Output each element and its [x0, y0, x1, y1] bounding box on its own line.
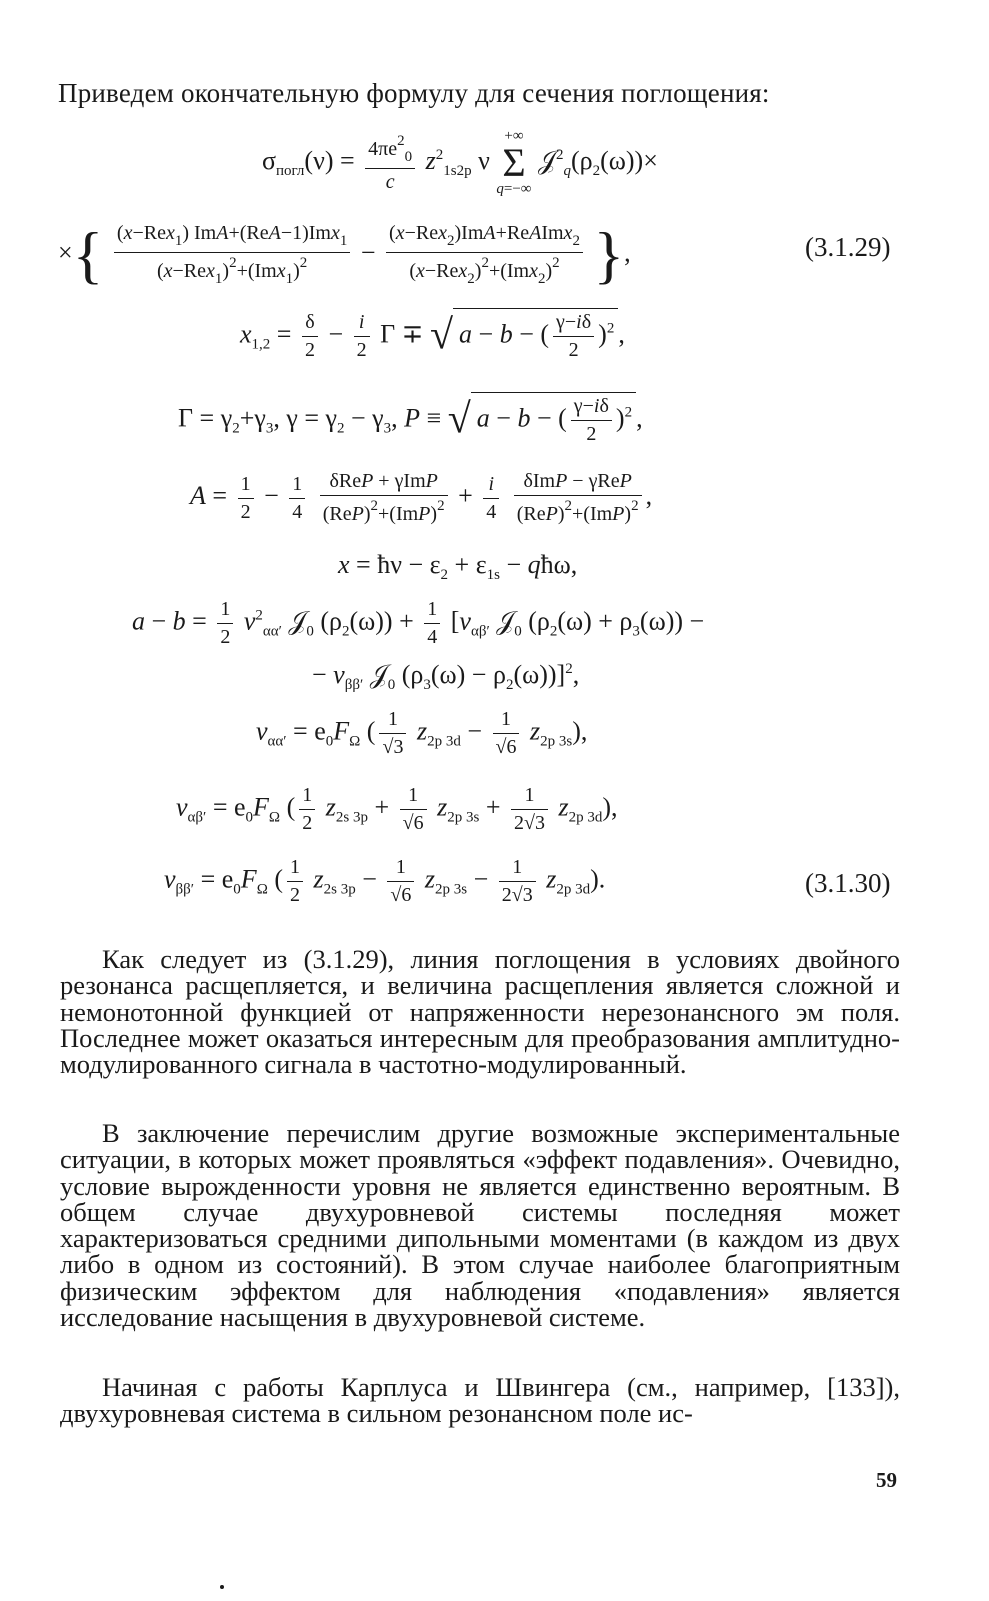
equation-number-2: (3.1.30) — [805, 868, 891, 898]
formula-x12: $x_{1,2}$ = $\frac{\delta}{2}$ − $\frac{i}{2}$ Γ ∓ √ a − b − ( $\frac{\gamma-i\delta}{2}$ )$^2$ , — [240, 308, 625, 362]
page-number: 59 — [876, 1468, 897, 1492]
intro-text: Приведем окончательную формулу для сечения поглощения: — [58, 78, 770, 108]
formula-gamma: $\Gamma = \gamma_2+\gamma_3$, $\gamma = \gamma_2 - \gamma_3$, P ≡ √ a − b − ( $\frac{\gamma-i\delta}{2}$ )$^2$ , — [178, 392, 643, 446]
formula-a-minus-b: a − b = $\frac{1}{2}$ $v^2_{\alpha\alpha'}$ 𝒥$_0$ $(\rho_2(\omega))$ + $\frac{1}{4}$ [$v_{\alpha\beta'}$ 𝒥$_0$ $(\rho_2(\omega) + \rho_3(\omega))$ − — [132, 598, 705, 648]
formula-a-minus-b-cont: − $v_{\beta\beta'}$ 𝒥$_0$ $(\rho_3(\omega) - \rho_2(\omega))]^2$, — [312, 660, 580, 693]
formula-bracket: ×{ $\frac{(x-Rex_1) ImA+(ReA-1)Imx_1}{(x-Rex_1)^2+(Imx_1)^2}$ − $\frac{(x-Rex_2)ImA+ReAImx_2}{(x-Rex_2)^2+(Imx_2)^2}$ }, — [58, 219, 631, 290]
paragraph-2: В заключение перечислим другие возможные экспериментальные ситуации, в которых может проявляться «эффект подавления». Очевидно, условие вырожденности уровня не является единственно вероятным. В общем случае двухуровневой системы последняя может характеризоваться средними дипольными моментами (в каждом из двух либо в одном из состояний). В этом случае наиболее благоприятным физическим эффектом для наблюдения «подавления» является исследование насыщения в двухуровневой системе. — [60, 1118, 900, 1333]
equation-number-1: (3.1.29) — [805, 232, 891, 262]
paragraph-3: Начиная с работы Карплуса и Швингера (см., например, [133]), двухуровневая система в сильном резонансном поле ис- — [60, 1372, 900, 1429]
paragraph-1: Как следует из (3.1.29), линия поглощения в условиях двойного резонанса расщепляется, и величина расщепления является сложной и немонотонной функцией от напряженности нерезонансного эм поля. Последнее может оказаться интересным для преобразования амплитудно-модулированного сигнала в частотно-модулированный. — [60, 944, 900, 1080]
formula-x: x = ħν − $\varepsilon_2 + \varepsilon_{1s}$ − qħω, — [338, 550, 578, 583]
formula-v-bb: $v_{\beta\beta'} = e_0F_\Omega$ ( $\frac{1}{2}$ $z_{2s 3p}$ − $\frac{1}{√6}$ $z_{2p 3s}$ − $\frac{1}{2√3}$ $z_{2p 3d}$). — [164, 856, 606, 906]
formula-A: A = $\frac{1}{2}$ − $\frac{1}{4}$ $\frac{\text{δReP + γImP}}{(ReP)^2+(ImP)^2}$ + $\frac{i}{4}$ $\frac{\text{δImP − γReP}}{(ReP)^2+(ImP)^2}$ , — [190, 470, 653, 525]
formula-v-aa: $v_{\alpha\alpha'} = e_0F_\Omega$ ( $\frac{1}{√3}$ $z_{2p 3d}$ − $\frac{1}{√6}$ $z_{2p 3s}$), — [256, 708, 588, 758]
print-speck — [220, 1585, 224, 1589]
formula-v-ab: $v_{\alpha\beta'} = e_0F_\Omega$ ( $\frac{1}{2}$ $z_{2s 3p}$ + $\frac{1}{√6}$ $z_{2p 3s}$ + $\frac{1}{2√3}$ $z_{2p 3d}$), — [176, 784, 618, 834]
formula-sigma: $\sigma_{погл}(\nu)$ = $\frac{4\pi e^2_0}{c}$ $z^2_{1s2p}$ ν +∞ Σ q=−∞ $𝒥^2_q(\rho_2(\omega))\times$ — [262, 128, 658, 197]
